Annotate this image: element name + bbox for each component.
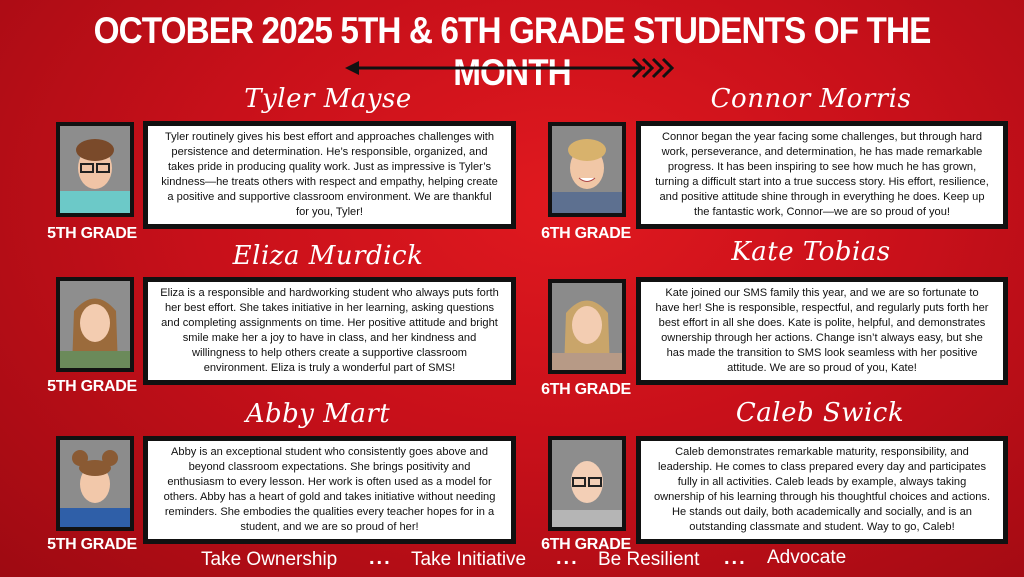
student-name: Caleb Swick: [735, 398, 905, 428]
student-photo: [56, 122, 134, 217]
student-name: Kate Tobias: [731, 237, 891, 267]
values-footer: [0, 549, 1024, 575]
student-bio: Tyler routinely gives his best effort and approaches challenges with persistence and determination. He’s responsible, organized, and takes pride in producing quality work. Just as impressive is Tyler’s kindness—he treats others with respect and empathy, helping create a positive and supportive classroom environment. We are thankful for you, Tyler!: [143, 121, 516, 229]
value-label: Take Ownership: [201, 549, 338, 570]
arrow-left-icon: [345, 57, 675, 79]
student-bio: Kate joined our SMS family this year, and we are so fortunate to have her! She is responsible, respectful, and regularly puts forth her best effort in all she does. Kate is polite, helpful, and demonstrates ownership through her actions. Change isn’t always easy, but she has made the transition to SMS look seamless with her positive attitude. We are so proud of you, Kate!: [636, 277, 1008, 385]
grade-label: 6TH GRADE: [541, 381, 631, 398]
grade-label: 5TH GRADE: [47, 225, 137, 242]
student-bio: Eliza is a responsible and hardworking student who always puts forth her best effort. She takes initiative in her learning, asking questions and completing assignments on time. Her positive attitude and bright smile make her a joy to have in class, and her kindness and willingness to help others create a supportive classroom environment. Eliza is truly a wonderful part of SMS!: [143, 277, 516, 385]
student-photo: [548, 279, 626, 374]
student-photo: [548, 436, 626, 531]
student-photo: [548, 122, 626, 217]
student-name: Connor Morris: [710, 84, 912, 114]
grade-label: 5TH GRADE: [47, 536, 137, 553]
student-bio: Caleb demonstrates remarkable maturity, responsibility, and leadership. He comes to class prepared every day and participates fully in all activities. Caleb leads by example, always taking ownership of his learning through his thoughtful choices and actions. He stands out daily, both academically and socially, and is an outstanding classmate and student. Way to go, Caleb!: [636, 436, 1008, 544]
grade-label: 5TH GRADE: [47, 378, 137, 395]
value-label: Take Initiative: [411, 549, 527, 570]
student-name: Tyler Mayse: [244, 84, 412, 114]
separator: ...: [724, 547, 747, 569]
value-label: Be Resilient: [598, 549, 700, 570]
student-photo: [56, 436, 134, 531]
student-photo: [56, 277, 134, 372]
page-title: OCTOBER 2025 5TH & 6TH GRADE STUDENTS OF THE MONTH: [93, 10, 931, 93]
separator: ...: [556, 547, 579, 569]
student-name: Eliza Murdick: [232, 241, 424, 271]
student-bio: Connor began the year facing some challenges, but through hard work, perseverance, and determination, he has made remarkable progress. It has been inspiring to see how much he has grown, turning a difficult start into a true success story. His effort, resilience, and positive attitude shine through in everything he does. Keep up the fantastic work, Connor—we are so proud of you!: [636, 121, 1008, 229]
value-label: Advocate: [767, 547, 847, 568]
grade-label: 6TH GRADE: [541, 225, 631, 242]
grade-label: 6TH GRADE: [541, 536, 631, 553]
student-bio: Abby is an exceptional student who consistently goes above and beyond classroom expectations. She brings positivity and enthusiasm to every lesson. Her work is often used as a model for others. Abby has a heart of gold and takes initiative without needing reminders. She embodies the qualities every teacher hopes for in a student, and we are so proud of her!: [143, 436, 516, 544]
separator: ...: [369, 547, 392, 569]
student-name: Abby Mart: [245, 399, 391, 429]
